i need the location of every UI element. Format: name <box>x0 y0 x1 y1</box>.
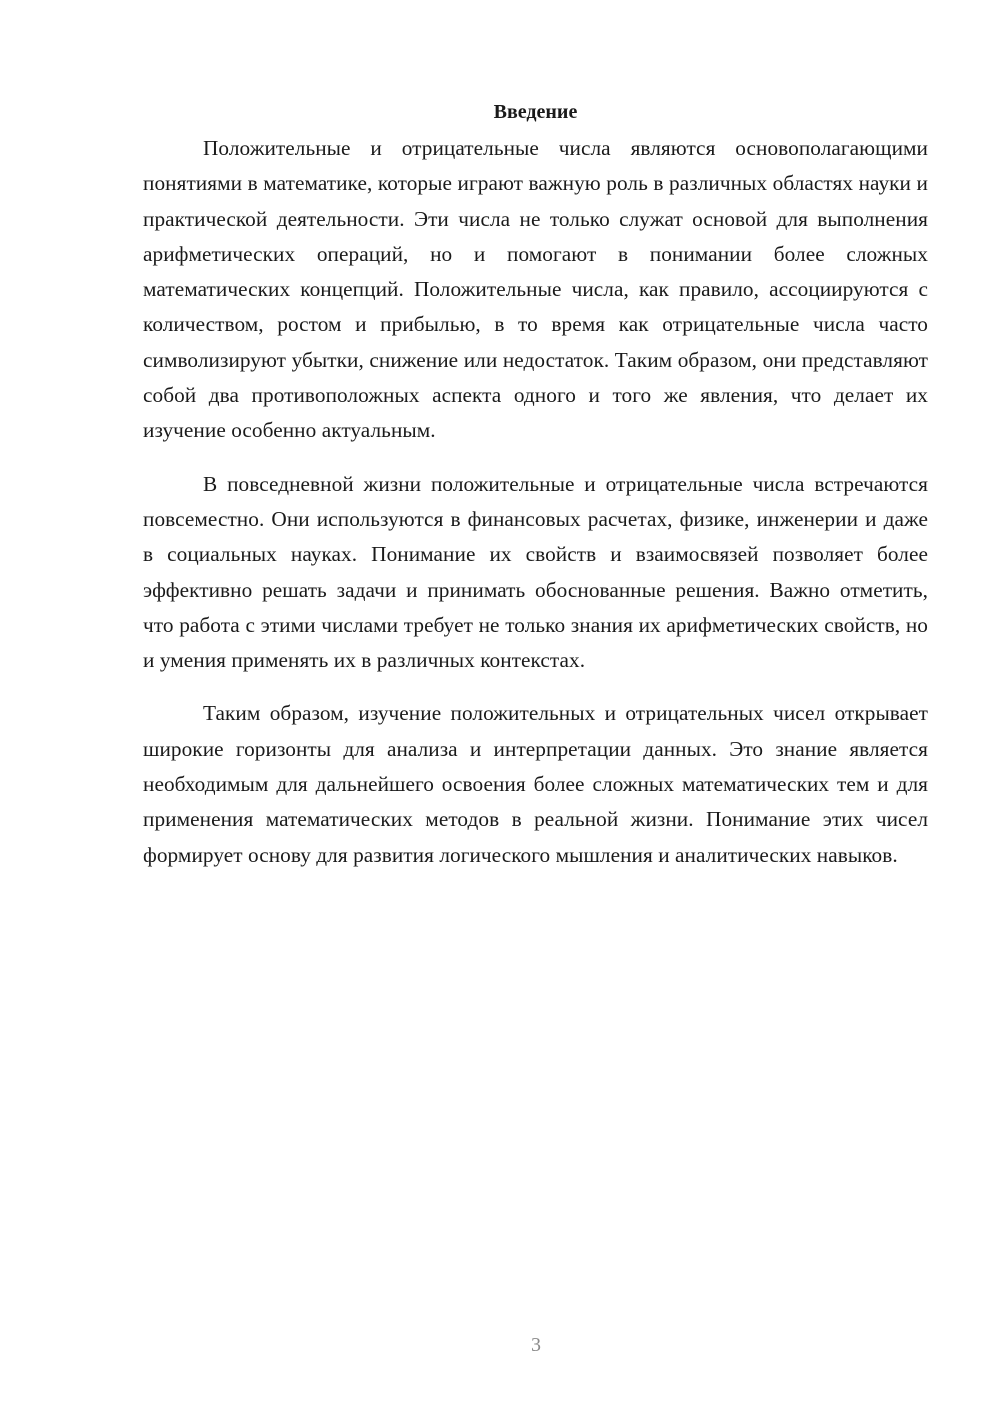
page-number: 3 <box>531 1334 541 1356</box>
paragraph-3: Таким образом, изучение положительных и отрицательных чисел открывает широкие горизонты для анализа и интерпретации данных. Это знание является необходимым для дальнейшего освоения более сложных математических тем и для применения математических методов в реальной жизни. Понимание этих чисел формирует основу для развития логического мышления и аналитических навыков. <box>143 701 928 867</box>
page-content <box>143 96 928 873</box>
paragraph-1: Положительные и отрицательные числа являются основополагающими понятиями в математике, которые играют важную роль в различных областях науки и практической деятельности. Эти числа не только служат основой для выполнения арифметических операций, но и помогают в понимании более сложных математических концепций. Положительные числа, как правило, ассоциируются с количеством, ростом и прибылью, в то время как отрицательные числа часто символизируют убытки, снижение или недостаток. Таким образом, они представляют собой два противоположных аспекта одного и того же явления, что делает их изучение особенно актуальным. <box>143 136 928 443</box>
section-title: Введение <box>493 101 578 123</box>
paragraph-2: В повседневной жизни положительные и отрицательные числа встречаются повсеместно. Они используются в финансовых расчетах, физике, инженерии и даже в социальных науках. Понимание их свойств и взаимосвязей позволяет более эффективно решать задачи и принимать обоснованные решения. Важно отметить, что работа с этими числами требует не только знания их арифметических свойств, но и умения применять их в различных контекстах. <box>143 471 928 673</box>
